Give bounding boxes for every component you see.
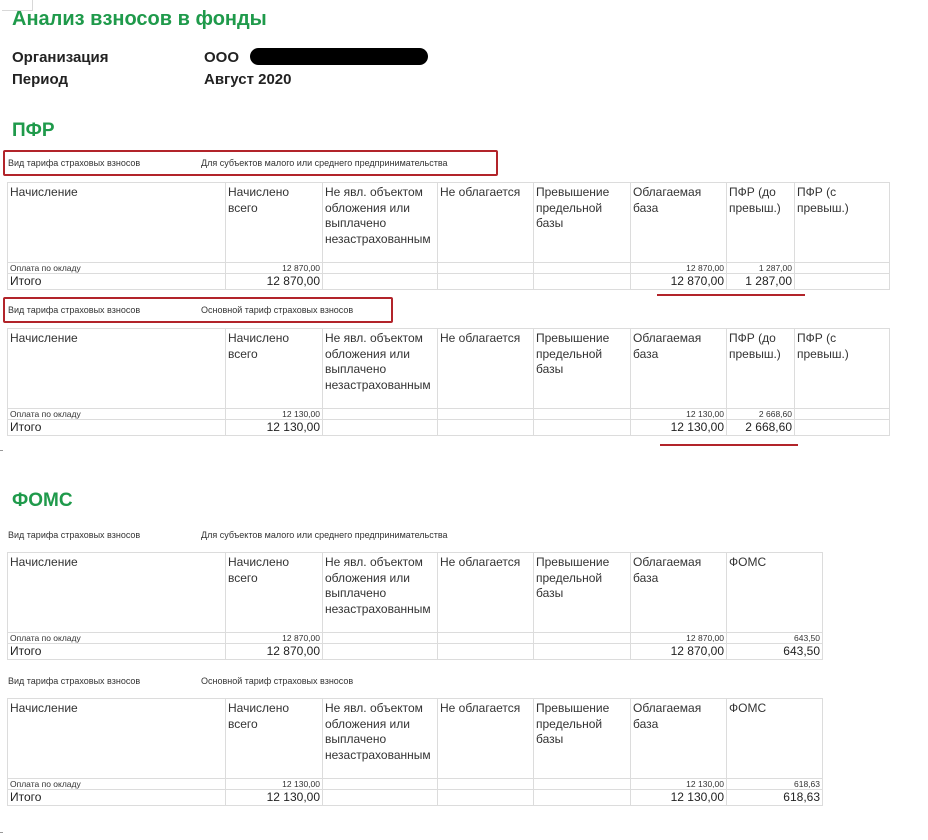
cell [795, 409, 890, 420]
column-header: Начислено всего [226, 553, 323, 633]
row-tick [0, 832, 3, 833]
pfr-table-2 [7, 328, 890, 436]
cell: 12 130,00 [631, 409, 727, 420]
column-header: Превышение предельной базы [534, 329, 631, 409]
cell: 1 287,00 [727, 263, 795, 274]
cell [795, 274, 890, 290]
cell [534, 633, 631, 644]
cell [438, 790, 534, 806]
cell: 2 668,60 [727, 409, 795, 420]
cell [795, 420, 890, 436]
cell: 12 870,00 [631, 644, 727, 660]
column-header: ПФР (с превыш.) [795, 329, 890, 409]
column-header: Начислено всего [226, 699, 323, 779]
cell [534, 420, 631, 436]
highlight-box [3, 297, 393, 323]
cell [323, 420, 438, 436]
column-header: Начисление [8, 553, 226, 633]
column-header: Начислено всего [226, 329, 323, 409]
tariff-value: Основной тариф страховых взносов [201, 676, 354, 686]
cell [438, 633, 534, 644]
cell [323, 409, 438, 420]
cell: 12 130,00 [631, 420, 727, 436]
cell: 618,63 [727, 779, 823, 790]
cell: 12 870,00 [226, 644, 323, 660]
cell: 2 668,60 [727, 420, 795, 436]
period-label: Период [12, 71, 68, 88]
foms-table-2 [7, 698, 823, 806]
cell [323, 644, 438, 660]
table-header-row [8, 553, 823, 633]
cell: 12 130,00 [226, 420, 323, 436]
cell: 12 130,00 [631, 790, 727, 806]
cell: 12 870,00 [631, 633, 727, 644]
column-header: Не облагается [438, 183, 534, 263]
tariff-label: Вид тарифа страховых взносов [8, 305, 141, 315]
table-row [8, 633, 823, 644]
cell: Итого [8, 420, 226, 436]
highlight-box [3, 150, 498, 176]
table-header-row [8, 183, 890, 263]
cell: 643,50 [727, 633, 823, 644]
column-header: Превышение предельной базы [534, 183, 631, 263]
cell [534, 790, 631, 806]
tariff-value: Основной тариф страховых взносов [201, 305, 354, 315]
column-header: Облагаемая база [631, 553, 727, 633]
cell: 618,63 [727, 790, 823, 806]
cell [534, 409, 631, 420]
column-header: Не облагается [438, 329, 534, 409]
column-header: Облагаемая база [631, 329, 727, 409]
column-header: ФОМС [727, 553, 823, 633]
cell: Оплата по окладу [8, 633, 226, 644]
foms-heading: ФОМС [12, 490, 73, 511]
cell: 1 287,00 [727, 274, 795, 290]
tariff-label: Вид тарифа страховых взносов [8, 676, 141, 686]
table-total-row [8, 790, 823, 806]
cell: 12 130,00 [226, 790, 323, 806]
tariff-label: Вид тарифа страховых взносов [8, 158, 141, 168]
cell: 643,50 [727, 644, 823, 660]
row-tick [0, 450, 3, 451]
cell [438, 420, 534, 436]
cell: Оплата по окладу [8, 409, 226, 420]
column-header: ПФР (до превыш.) [727, 329, 795, 409]
table-row [8, 409, 890, 420]
cell [438, 274, 534, 290]
cell [323, 790, 438, 806]
table-header-row [8, 329, 890, 409]
org-value: ООО [204, 49, 240, 66]
cell [534, 779, 631, 790]
cell [534, 263, 631, 274]
redaction-mark [250, 48, 428, 65]
cell [323, 274, 438, 290]
column-header: Не облагается [438, 553, 534, 633]
cell: 12 870,00 [631, 263, 727, 274]
column-header: Не явл. объектом обложения или выплачено незастрахованным [323, 329, 438, 409]
cell [438, 779, 534, 790]
column-header: Не явл. объектом обложения или выплачено незастрахованным [323, 183, 438, 263]
tariff-value: Для субъектов малого или среднего предпринимательства [201, 530, 448, 540]
column-header: Превышение предельной базы [534, 553, 631, 633]
cell [438, 263, 534, 274]
cell [534, 644, 631, 660]
cell [438, 409, 534, 420]
cell [795, 263, 890, 274]
table-total-row [8, 644, 823, 660]
pfr-heading: ПФР [12, 120, 55, 141]
foms-table-1 [7, 552, 823, 660]
column-header: Не явл. объектом обложения или выплачено незастрахованным [323, 553, 438, 633]
tariff-label: Вид тарифа страховых взносов [8, 530, 141, 540]
cell [534, 274, 631, 290]
cell: Итого [8, 790, 226, 806]
org-label: Организация [12, 49, 109, 66]
report-title: Анализ взносов в фонды [12, 8, 267, 30]
table-header-row [8, 699, 823, 779]
column-header: Начисление [8, 329, 226, 409]
column-header: Не облагается [438, 699, 534, 779]
cell: Оплата по окладу [8, 779, 226, 790]
column-header: Начислено всего [226, 183, 323, 263]
column-header: Облагаемая база [631, 699, 727, 779]
cell: Итого [8, 644, 226, 660]
table-row [8, 263, 890, 274]
pfr-table-1 [7, 182, 890, 290]
column-header: ПФР (с превыш.) [795, 183, 890, 263]
highlight-underline [657, 294, 805, 296]
cell: 12 870,00 [226, 633, 323, 644]
column-header: ПФР (до превыш.) [727, 183, 795, 263]
cell: 12 870,00 [631, 274, 727, 290]
period-value: Август 2020 [204, 71, 292, 88]
column-header: Начисление [8, 699, 226, 779]
cell: 12 130,00 [226, 409, 323, 420]
cell: 12 130,00 [631, 779, 727, 790]
cell [438, 644, 534, 660]
cell [323, 263, 438, 274]
tariff-value: Для субъектов малого или среднего предпринимательства [201, 158, 448, 168]
cell [323, 779, 438, 790]
cell: 12 870,00 [226, 274, 323, 290]
column-header: Превышение предельной базы [534, 699, 631, 779]
table-total-row [8, 274, 890, 290]
column-header: Облагаемая база [631, 183, 727, 263]
cell: Оплата по окладу [8, 263, 226, 274]
highlight-underline [660, 444, 798, 446]
cell [323, 633, 438, 644]
column-header: ФОМС [727, 699, 823, 779]
column-header: Не явл. объектом обложения или выплачено незастрахованным [323, 699, 438, 779]
table-total-row [8, 420, 890, 436]
cell: Итого [8, 274, 226, 290]
column-header: Начисление [8, 183, 226, 263]
table-row [8, 779, 823, 790]
cell: 12 870,00 [226, 263, 323, 274]
cell: 12 130,00 [226, 779, 323, 790]
